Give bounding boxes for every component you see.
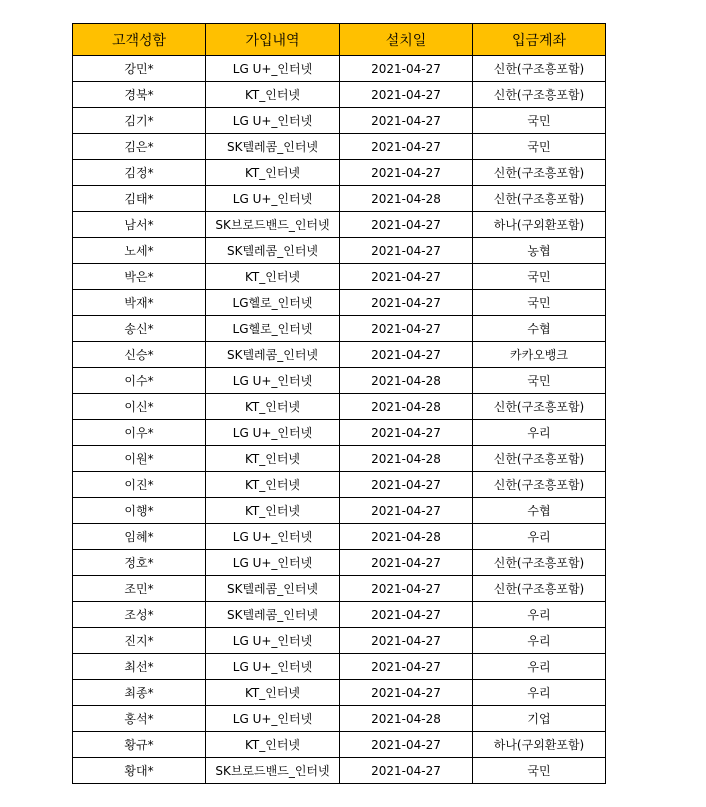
install-date-cell: 2021-04-27 xyxy=(340,342,473,368)
table-row xyxy=(73,160,606,186)
subscription-cell: KT_인터넷 xyxy=(206,498,340,524)
deposit-account-cell: 신한(구조흥포함) xyxy=(473,56,606,82)
subscription-cell: SK텔레콤_인터넷 xyxy=(206,134,340,160)
table-row xyxy=(73,654,606,680)
table-row xyxy=(73,82,606,108)
table-row xyxy=(73,264,606,290)
deposit-account-cell: 신한(구조흥포함) xyxy=(473,576,606,602)
table-row xyxy=(73,342,606,368)
table-row xyxy=(73,680,606,706)
deposit-account-cell: 국민 xyxy=(473,368,606,394)
install-date-cell: 2021-04-27 xyxy=(340,290,473,316)
customer-name-cell: 이수* xyxy=(73,368,206,394)
subscription-cell: SK브로드밴드_인터넷 xyxy=(206,758,340,784)
table-row xyxy=(73,602,606,628)
customer-name-cell: 이신* xyxy=(73,394,206,420)
customer-name-cell: 김기* xyxy=(73,108,206,134)
install-date-cell: 2021-04-27 xyxy=(340,160,473,186)
customer-name-cell: 김은* xyxy=(73,134,206,160)
install-date-cell: 2021-04-27 xyxy=(340,238,473,264)
table-row xyxy=(73,108,606,134)
table-row xyxy=(73,524,606,550)
subscription-cell: LG U+_인터넷 xyxy=(206,108,340,134)
deposit-account-cell: 우리 xyxy=(473,628,606,654)
install-date-cell: 2021-04-27 xyxy=(340,56,473,82)
customer-name-cell: 최종* xyxy=(73,680,206,706)
table-row xyxy=(73,394,606,420)
customer-name-cell: 황규* xyxy=(73,732,206,758)
customer-name-cell: 김정* xyxy=(73,160,206,186)
install-date-cell: 2021-04-27 xyxy=(340,212,473,238)
table-row xyxy=(73,472,606,498)
install-date-cell: 2021-04-28 xyxy=(340,368,473,394)
customer-name-cell: 임혜* xyxy=(73,524,206,550)
customer-name-cell: 이우* xyxy=(73,420,206,446)
install-date-cell: 2021-04-27 xyxy=(340,654,473,680)
subscription-cell: LG U+_인터넷 xyxy=(206,654,340,680)
table-row xyxy=(73,316,606,342)
install-date-cell: 2021-04-28 xyxy=(340,706,473,732)
subscription-cell: LG헬로_인터넷 xyxy=(206,316,340,342)
table-row xyxy=(73,498,606,524)
deposit-account-cell: 카카오뱅크 xyxy=(473,342,606,368)
table-row xyxy=(73,368,606,394)
install-date-cell: 2021-04-27 xyxy=(340,134,473,160)
customer-name-cell: 남서* xyxy=(73,212,206,238)
subscription-cell: LG U+_인터넷 xyxy=(206,706,340,732)
table-row xyxy=(73,134,606,160)
table-row xyxy=(73,706,606,732)
deposit-account-cell: 우리 xyxy=(473,524,606,550)
customer-name-cell: 진지* xyxy=(73,628,206,654)
customer-name-cell: 노세* xyxy=(73,238,206,264)
install-date-cell: 2021-04-27 xyxy=(340,576,473,602)
deposit-account-cell: 우리 xyxy=(473,602,606,628)
subscription-cell: LG U+_인터넷 xyxy=(206,524,340,550)
deposit-account-cell: 우리 xyxy=(473,420,606,446)
customer-name-cell: 정호* xyxy=(73,550,206,576)
customer-name-cell: 홍석* xyxy=(73,706,206,732)
subscription-cell: SK텔레콤_인터넷 xyxy=(206,602,340,628)
deposit-account-cell: 신한(구조흥포함) xyxy=(473,550,606,576)
customer-name-cell: 조민* xyxy=(73,576,206,602)
subscription-cell: KT_인터넷 xyxy=(206,472,340,498)
customer-name-cell: 이행* xyxy=(73,498,206,524)
installation-table xyxy=(72,23,606,784)
install-date-cell: 2021-04-27 xyxy=(340,732,473,758)
customer-name-cell: 이진* xyxy=(73,472,206,498)
install-date-cell: 2021-04-27 xyxy=(340,550,473,576)
install-date-cell: 2021-04-28 xyxy=(340,186,473,212)
customer-name-cell: 김태* xyxy=(73,186,206,212)
header-customer-name: 고객성함 xyxy=(73,24,206,56)
subscription-cell: SK텔레콤_인터넷 xyxy=(206,576,340,602)
table-row xyxy=(73,732,606,758)
deposit-account-cell: 기업 xyxy=(473,706,606,732)
subscription-cell: SK텔레콤_인터넷 xyxy=(206,238,340,264)
installation-table-container xyxy=(72,23,606,784)
customer-name-cell: 조성* xyxy=(73,602,206,628)
subscription-cell: LG U+_인터넷 xyxy=(206,420,340,446)
subscription-cell: SK텔레콤_인터넷 xyxy=(206,342,340,368)
install-date-cell: 2021-04-27 xyxy=(340,108,473,134)
deposit-account-cell: 우리 xyxy=(473,654,606,680)
deposit-account-cell: 하나(구외환포함) xyxy=(473,732,606,758)
install-date-cell: 2021-04-27 xyxy=(340,264,473,290)
subscription-cell: LG U+_인터넷 xyxy=(206,186,340,212)
deposit-account-cell: 신한(구조흥포함) xyxy=(473,160,606,186)
deposit-account-cell: 국민 xyxy=(473,264,606,290)
table-row xyxy=(73,576,606,602)
deposit-account-cell: 신한(구조흥포함) xyxy=(473,394,606,420)
install-date-cell: 2021-04-27 xyxy=(340,602,473,628)
install-date-cell: 2021-04-28 xyxy=(340,524,473,550)
deposit-account-cell: 우리 xyxy=(473,680,606,706)
table-body xyxy=(73,56,606,784)
subscription-cell: LG U+_인터넷 xyxy=(206,628,340,654)
header-install-date: 설치일 xyxy=(340,24,473,56)
customer-name-cell: 강민* xyxy=(73,56,206,82)
table-row xyxy=(73,420,606,446)
subscription-cell: LG U+_인터넷 xyxy=(206,368,340,394)
deposit-account-cell: 국민 xyxy=(473,134,606,160)
table-row xyxy=(73,758,606,784)
deposit-account-cell: 수협 xyxy=(473,498,606,524)
install-date-cell: 2021-04-27 xyxy=(340,420,473,446)
table-row xyxy=(73,550,606,576)
install-date-cell: 2021-04-28 xyxy=(340,446,473,472)
subscription-cell: KT_인터넷 xyxy=(206,446,340,472)
customer-name-cell: 송신* xyxy=(73,316,206,342)
install-date-cell: 2021-04-27 xyxy=(340,472,473,498)
subscription-cell: LG U+_인터넷 xyxy=(206,550,340,576)
deposit-account-cell: 신한(구조흥포함) xyxy=(473,446,606,472)
subscription-cell: LG헬로_인터넷 xyxy=(206,290,340,316)
deposit-account-cell: 하나(구외환포함) xyxy=(473,212,606,238)
deposit-account-cell: 신한(구조흥포함) xyxy=(473,186,606,212)
subscription-cell: KT_인터넷 xyxy=(206,160,340,186)
deposit-account-cell: 신한(구조흥포함) xyxy=(473,472,606,498)
install-date-cell: 2021-04-28 xyxy=(340,394,473,420)
header-subscription: 가입내역 xyxy=(206,24,340,56)
table-row xyxy=(73,238,606,264)
install-date-cell: 2021-04-27 xyxy=(340,498,473,524)
install-date-cell: 2021-04-27 xyxy=(340,82,473,108)
subscription-cell: LG U+_인터넷 xyxy=(206,56,340,82)
install-date-cell: 2021-04-27 xyxy=(340,316,473,342)
table-row xyxy=(73,290,606,316)
subscription-cell: KT_인터넷 xyxy=(206,82,340,108)
subscription-cell: KT_인터넷 xyxy=(206,680,340,706)
table-header-row xyxy=(73,24,606,56)
customer-name-cell: 최선* xyxy=(73,654,206,680)
subscription-cell: KT_인터넷 xyxy=(206,732,340,758)
customer-name-cell: 황대* xyxy=(73,758,206,784)
customer-name-cell: 경북* xyxy=(73,82,206,108)
table-row xyxy=(73,186,606,212)
deposit-account-cell: 국민 xyxy=(473,108,606,134)
header-deposit-account: 입금계좌 xyxy=(473,24,606,56)
deposit-account-cell: 국민 xyxy=(473,758,606,784)
customer-name-cell: 박은* xyxy=(73,264,206,290)
install-date-cell: 2021-04-27 xyxy=(340,758,473,784)
subscription-cell: KT_인터넷 xyxy=(206,264,340,290)
table-row xyxy=(73,628,606,654)
install-date-cell: 2021-04-27 xyxy=(340,628,473,654)
customer-name-cell: 박재* xyxy=(73,290,206,316)
deposit-account-cell: 수협 xyxy=(473,316,606,342)
install-date-cell: 2021-04-27 xyxy=(340,680,473,706)
deposit-account-cell: 농협 xyxy=(473,238,606,264)
customer-name-cell: 신승* xyxy=(73,342,206,368)
deposit-account-cell: 국민 xyxy=(473,290,606,316)
deposit-account-cell: 신한(구조흥포함) xyxy=(473,82,606,108)
subscription-cell: KT_인터넷 xyxy=(206,394,340,420)
subscription-cell: SK브로드밴드_인터넷 xyxy=(206,212,340,238)
customer-name-cell: 이원* xyxy=(73,446,206,472)
table-row xyxy=(73,212,606,238)
table-row xyxy=(73,446,606,472)
table-row xyxy=(73,56,606,82)
